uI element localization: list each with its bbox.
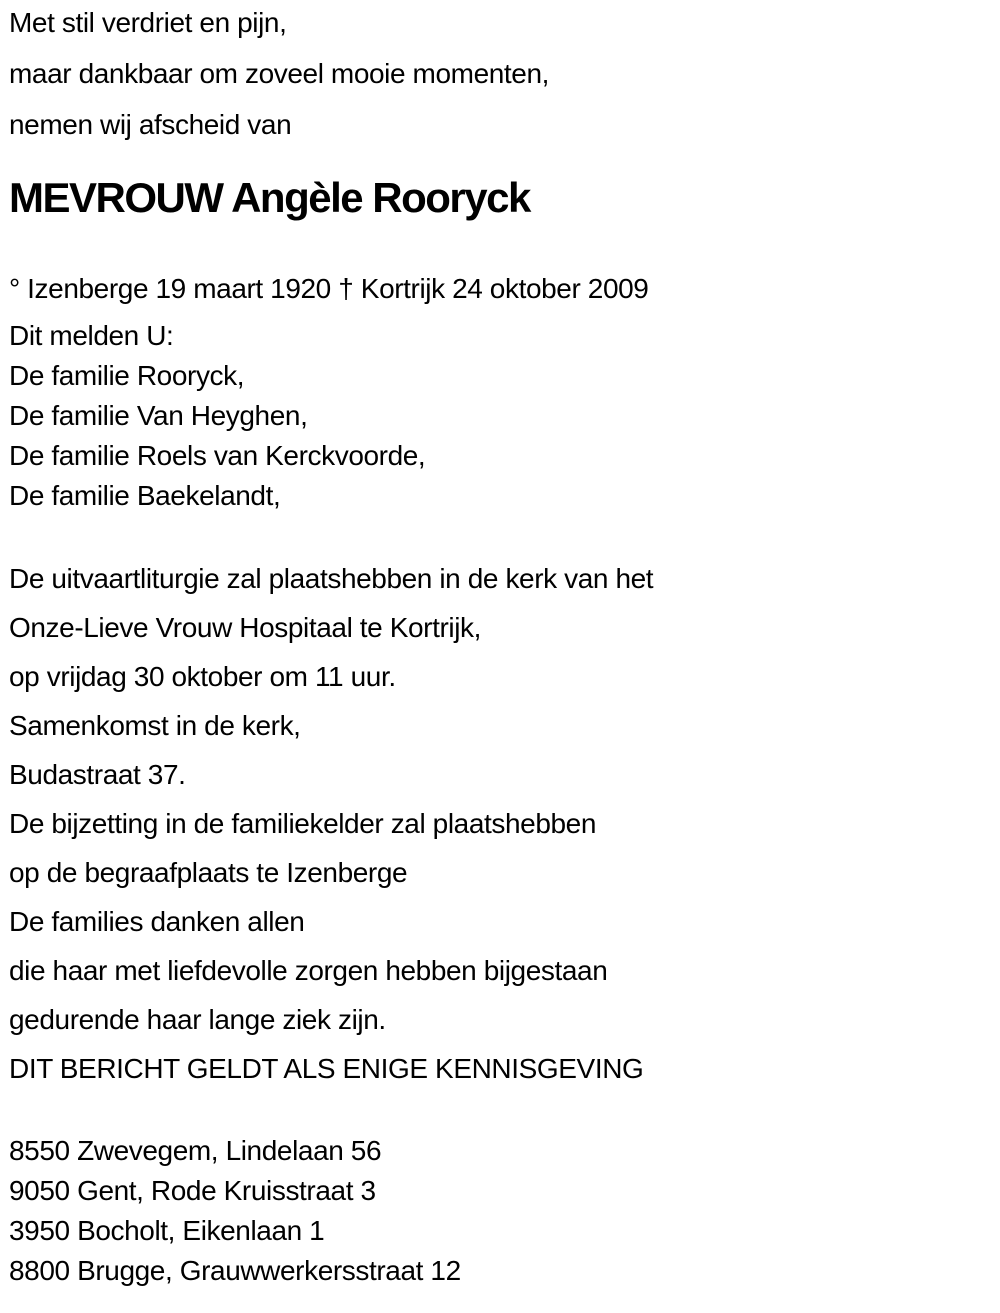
service-line: op de begraafplaats te Izenberge: [9, 857, 408, 888]
service-line: De families danken allen: [9, 906, 305, 937]
family-addresses-section: [9, 1131, 1000, 1291]
service-line: gedurende haar lange ziek zijn.: [9, 1004, 386, 1035]
service-line: die haar met liefdevolle zorgen hebben bijgestaan: [9, 955, 608, 986]
address-line: 3950 Bocholt, Eikenlaan 1: [9, 1215, 325, 1246]
intro-line: Met stil verdriet en pijn,: [9, 7, 287, 38]
address-line: 8800 Brugge, Grauwwerkersstraat 12: [9, 1255, 461, 1286]
intro-line: maar dankbaar om zoveel mooie momenten,: [9, 58, 550, 89]
service-line: Samenkomst in de kerk,: [9, 710, 301, 741]
birth-death-line: ° Izenberge 19 maart 1920 † Kortrijk 24 oktober 2009: [9, 273, 649, 304]
intro-verse: [9, 0, 1000, 150]
family-line: De familie Baekelandt,: [9, 480, 281, 511]
family-line: De familie Rooryck,: [9, 360, 245, 391]
family-line: De familie Van Heyghen,: [9, 400, 308, 431]
deceased-name-title: MEVROUW Angèle Rooryck: [9, 174, 530, 221]
notice-only-announcement-line: DIT BERICHT GELDT ALS ENIGE KENNISGEVING: [9, 1053, 644, 1084]
announced-by-section: [9, 316, 1000, 516]
service-line: Onze-Lieve Vrouw Hospitaal te Kortrijk,: [9, 612, 482, 643]
service-line: Budastraat 37.: [9, 759, 186, 790]
service-line: op vrijdag 30 oktober om 11 uur.: [9, 661, 396, 692]
intro-line: nemen wij afscheid van: [9, 109, 292, 140]
address-line: 9050 Gent, Rode Kruisstraat 3: [9, 1175, 376, 1206]
announced-by-heading: Dit melden U:: [9, 320, 174, 351]
family-line: De familie Roels van Kerckvoorde,: [9, 440, 426, 471]
service-details-section: [9, 554, 1000, 1093]
service-line: De uitvaartliturgie zal plaatshebben in de kerk van het: [9, 563, 654, 594]
service-line: De bijzetting in de familiekelder zal plaatshebben: [9, 808, 597, 839]
address-line: 8550 Zwevegem, Lindelaan 56: [9, 1135, 382, 1166]
